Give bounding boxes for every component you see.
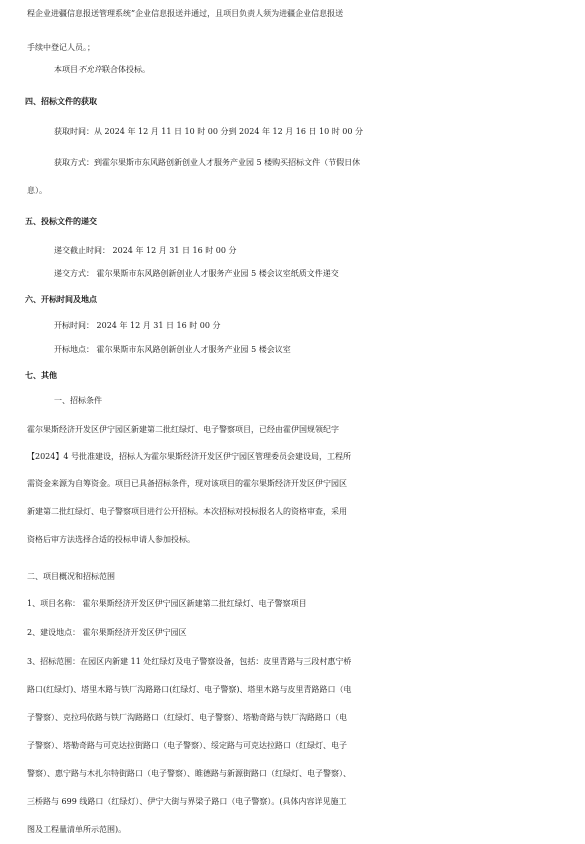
submit-method: 递交方式： 霍尔果斯市东风路创新创业人才服务产业园 5 楼会议室纸质文件递交	[54, 269, 339, 278]
sub-heading-overview: 二、项目概况和招标范围	[27, 572, 115, 581]
paragraph-line: 资格后审方法选择合适的投标申请人参加投标。	[27, 535, 195, 544]
opening-place: 开标地点： 霍尔果斯市东风路创新创业人才服务产业园 5 楼会议室	[54, 345, 291, 354]
paragraph-line: 需资金来源为自筹资金。项目已具备招标条件，现对该项目的霍尔果斯经济开发区伊宁园区	[27, 479, 347, 488]
scope-line: 路口(红绿灯)、塔里木路与铁厂沟路路口(红绿灯、电子警察)、塔里木路与皮里青路路口（电	[27, 685, 352, 694]
paragraph-line: 程企业进疆信息报送管理系统”企业信息报送并通过，且项目负责人须为进疆企业信息报送	[27, 9, 344, 18]
scope-line: 警察）、惠宁路与木扎尔特街路口（电子警察）、睢德路与新源街路口（红绿灯、电子警察）、	[27, 769, 351, 778]
scope-line: 三桥路与 699 线路口（红绿灯）、伊宁大街与界梁子路口（电子警察）。(具体内容详见施工	[27, 797, 347, 806]
section-heading-7: 七、其他	[25, 371, 57, 380]
joint-emphasis: 不允许	[78, 65, 102, 74]
project-location: 2、建设地点： 霍尔果斯经济开发区伊宁园区	[27, 628, 187, 637]
project-name: 1、项目名称： 霍尔果斯经济开发区伊宁园区新建第二批红绿灯、电子警察项目	[27, 599, 307, 608]
section-heading-5: 五、投标文件的递交	[25, 217, 97, 226]
section-heading-6: 六、开标时间及地点	[25, 295, 97, 304]
sub-heading-conditions: 一、招标条件	[54, 396, 102, 405]
section-heading-4: 四、招标文件的获取	[25, 97, 97, 106]
opening-time: 开标时间： 2024 年 12 月 31 日 16 时 00 分	[54, 321, 221, 330]
obtain-time: 获取时间：从 2024 年 12 月 11 日 10 时 00 分到 2024 年 12 月 16 日 10 时 00 分	[54, 127, 364, 136]
paragraph-line: 霍尔果斯经济开发区伊宁园区新建第二批红绿灯、电子警察项目，已经由霍伊国规领纪字	[27, 425, 339, 434]
joint-bid-line	[54, 60, 585, 80]
joint-suffix: 联合体投标。	[102, 65, 150, 74]
paragraph-line: 手续中登记人员。；	[27, 43, 95, 52]
obtain-method: 获取方式：到霍尔果斯市东风路创新创业人才服务产业园 5 楼购买招标文件（节假日休	[54, 158, 361, 167]
paragraph-line: 【2024】4 号批准建设，招标人为霍尔果斯经济开发区伊宁园区管理委员会建设局，工程所	[27, 452, 351, 461]
joint-prefix: 本项目	[54, 65, 78, 74]
obtain-method-cont: 息）。	[27, 186, 47, 195]
submit-deadline: 递交截止时间： 2024 年 12 月 31 日 16 时 00 分	[54, 246, 237, 255]
scope-line: 子警察）、克拉玛依路与铁厂沟路路口（红绿灯、电子警察）、塔勒奇路与铁厂沟路路口（电	[27, 713, 347, 722]
scope-line: 图及工程量清单所示范围)。	[27, 825, 127, 834]
scope-line: 3、招标范围：在园区内新建 11 处红绿灯及电子警察设备，包括：皮里青路与三段村惠宁桥	[27, 657, 352, 666]
scope-line: 子警察）、塔勒奇路与可克达拉街路口（电子警察）、绥定路与可克达拉路口（红绿灯、电子	[27, 741, 347, 750]
paragraph-line: 新建第二批红绿灯、电子警察项目进行公开招标。本次招标对投标报名人的资格审查，采用	[27, 507, 347, 516]
